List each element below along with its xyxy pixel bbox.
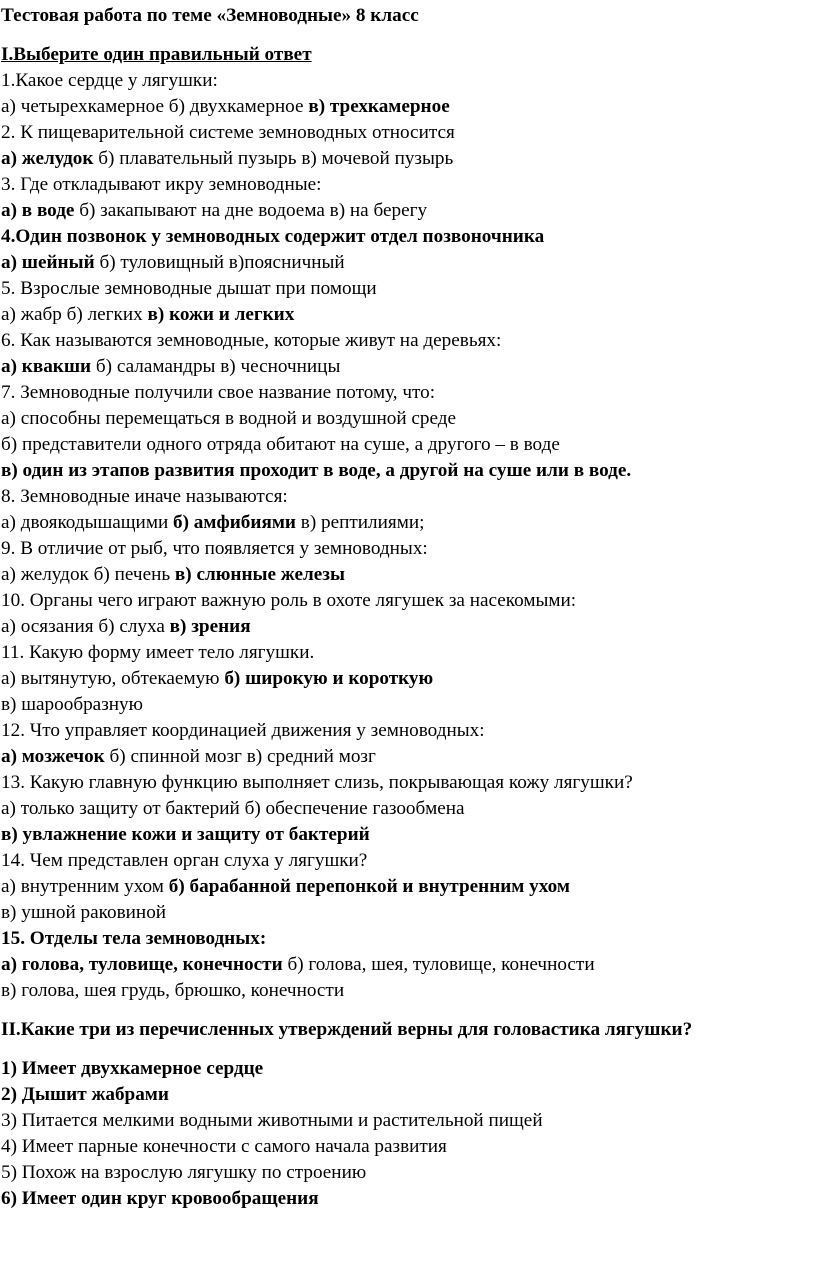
question-13: 13. Какую главную функцию выполняет слизь, покрывающая кожу лягушки? bbox=[1, 772, 633, 793]
correct-answer: б) барабанной перепонкой и внутренним ухом bbox=[168, 876, 570, 897]
section2-heading: II.Какие три из перечисленных утверждений верны для головастика лягушки? bbox=[1, 1019, 693, 1040]
answer-9: а) желудок б) печень в) слюнные железы bbox=[1, 564, 345, 585]
answer-7a: а) способны перемещаться в водной и воздушной среде bbox=[1, 408, 457, 429]
answer-7c-correct: в) один из этапов развития проходит в воде, а другой на суше или в воде. bbox=[1, 460, 632, 481]
statement-5: 5) Похож на взрослую лягушку по строению bbox=[1, 1162, 367, 1183]
correct-answer: а) квакши bbox=[1, 356, 92, 377]
statement-6: 6) Имеет один круг кровообращения bbox=[1, 1188, 319, 1209]
statement-1: 1) Имеет двухкамерное сердце bbox=[1, 1058, 264, 1079]
question-10: 10. Органы чего играют важную роль в охоте лягушек за насекомыми: bbox=[1, 590, 577, 611]
question-5: 5. Взрослые земноводные дышат при помощи bbox=[1, 278, 377, 299]
statement-3: 3) Питается мелкими водными животными и растительной пищей bbox=[1, 1110, 543, 1131]
answer-7b: б) представители одного отряда обитают на суше, а другого – в воде bbox=[1, 434, 560, 455]
answer-12: а) мозжечок б) спинной мозг в) средний мозг bbox=[1, 746, 376, 767]
question-2: 2. К пищеварительной системе земноводных относится bbox=[1, 122, 455, 143]
correct-answer: а) мозжечок bbox=[1, 746, 105, 767]
correct-answer: в) трехкамерное bbox=[308, 96, 450, 117]
answer-5: а) жабр б) легких в) кожи и легких bbox=[1, 304, 295, 325]
correct-answer: а) желудок bbox=[1, 148, 94, 169]
section1-heading: I.Выберите один правильный ответ bbox=[1, 44, 312, 65]
answer-3: а) в воде б) закапывают на дне водоема в) на берегу bbox=[1, 200, 428, 221]
answer-4: а) шейный б) туловищный в)поясничный bbox=[1, 252, 345, 273]
correct-answer: а) в воде bbox=[1, 200, 75, 221]
question-9: 9. В отличие от рыб, что появляется у земноводных: bbox=[1, 538, 428, 559]
correct-answer: а) шейный bbox=[1, 252, 95, 273]
correct-answer: в) зрения bbox=[169, 616, 251, 637]
answer-14: а) внутренним ухом б) барабанной перепонкой и внутренним ухом bbox=[1, 876, 570, 897]
correct-answer: б) амфибиями bbox=[173, 512, 296, 533]
statement-4: 4) Имеет парные конечности с самого начала развития bbox=[1, 1136, 447, 1157]
answer-8: а) двоякодышащими б) амфибиями в) рептилиями; bbox=[1, 512, 425, 533]
correct-answer: в) слюнные железы bbox=[174, 564, 345, 585]
statement-2: 2) Дышит жабрами bbox=[1, 1084, 169, 1105]
answer-1: а) четырехкамерное б) двухкамерное в) трехкамерное bbox=[1, 96, 450, 117]
question-3: 3. Где откладывают икру земноводные: bbox=[1, 174, 322, 195]
answer-2: а) желудок б) плавательный пузырь в) мочевой пузырь bbox=[1, 148, 454, 169]
answer-15: а) голова, туловище, конечности б) голова, шея, туловище, конечности bbox=[1, 954, 595, 975]
correct-answer: б) широкую и короткую bbox=[224, 668, 434, 689]
answer-11c: в) шарообразную bbox=[1, 694, 143, 715]
correct-answer: в) кожи и легких bbox=[147, 304, 295, 325]
question-12: 12. Что управляет координацией движения у земноводных: bbox=[1, 720, 485, 741]
question-11: 11. Какую форму имеет тело лягушки. bbox=[1, 642, 315, 663]
answer-10: а) осязания б) слуха в) зрения bbox=[1, 616, 251, 637]
answer-13: а) только защиту от бактерий б) обеспечение газообмена bbox=[1, 798, 465, 819]
answer-11: а) вытянутую, обтекаемую б) широкую и короткую bbox=[1, 668, 434, 689]
answer-6: а) квакши б) саламандры в) чесночницы bbox=[1, 356, 341, 377]
question-4: 4.Один позвонок у земноводных содержит отдел позвоночника bbox=[1, 226, 545, 247]
answer-14c: в) ушной раковиной bbox=[1, 902, 167, 923]
question-6: 6. Как называются земноводные, которые живут на деревьях: bbox=[1, 330, 502, 351]
question-8: 8. Земноводные иначе называются: bbox=[1, 486, 288, 507]
question-7: 7. Земноводные получили свое название потому, что: bbox=[1, 382, 436, 403]
correct-answer: а) голова, туловище, конечности bbox=[1, 954, 283, 975]
question-14: 14. Чем представлен орган слуха у лягушки? bbox=[1, 850, 368, 871]
answer-13c-correct: в) увлажнение кожи и защиту от бактерий bbox=[1, 824, 370, 845]
question-15: 15. Отделы тела земноводных: bbox=[1, 928, 267, 949]
answer-15c: в) голова, шея грудь, брюшко, конечности bbox=[1, 980, 345, 1001]
document-title: Тестовая работа по теме «Земноводные» 8 класс bbox=[1, 5, 419, 26]
question-1: 1.Какое сердце у лягушки: bbox=[1, 70, 218, 91]
